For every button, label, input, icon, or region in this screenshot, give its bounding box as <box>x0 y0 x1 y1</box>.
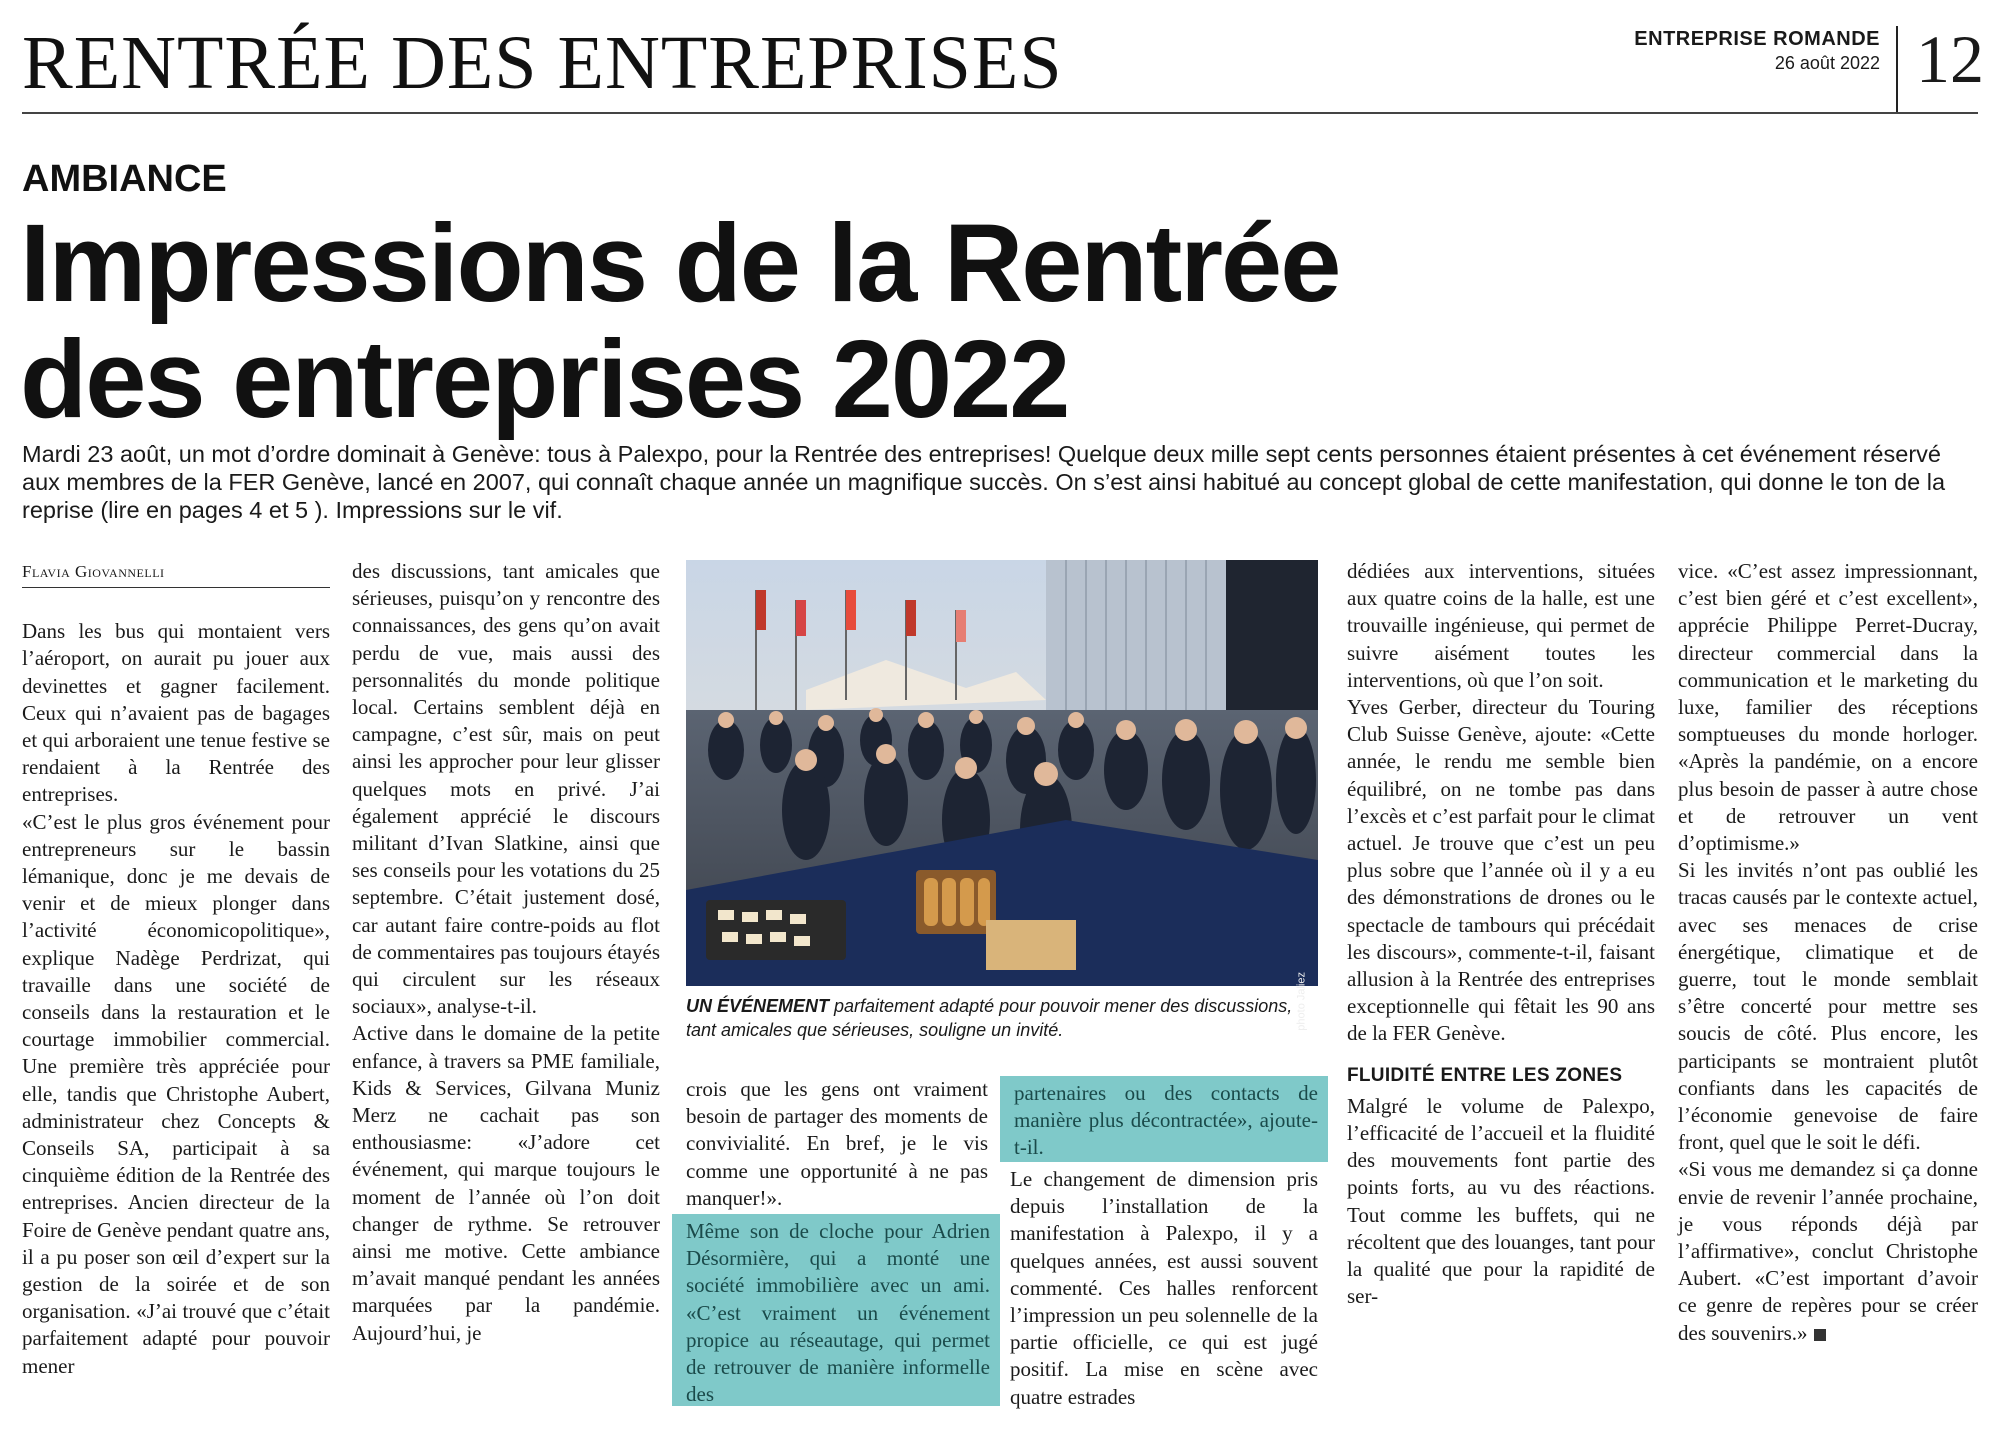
headline-line-2: des entreprises 2022 <box>20 318 1069 441</box>
paragraph: dédiées aux interventions, situées aux quatre coins de la halle, est une trouvaille ingénieuse, qui permet de suivre aisément toutes les interventions, où que l’on soit. <box>1347 559 1655 692</box>
paragraph: Le changement de dimension pris depuis l’installation de la manifestation à Palexpo, il y a quelques années, est aussi souvent commenté. Ces halles renforcent l’impression un peu solennelle de la partie officielle, ce qui est jugé positif. La mise en scène avec quatre estrades <box>1010 1167 1318 1409</box>
column-2 <box>352 558 660 1347</box>
paragraph: Malgré le volume de Palexpo, l’efficacité de l’accueil et la fluidité des mouvements font partie des points forts, au vu des réactions. Tout comme les buffets, qui ne récoltent que des louanges, tant pour la qualité que pour la rapidité de ser- <box>1347 1093 1655 1309</box>
subheading: FLUIDITÉ ENTRE LES ZONES <box>1347 1064 1623 1086</box>
page-number: 12 <box>1916 21 1984 97</box>
end-mark-icon <box>1814 1329 1826 1341</box>
header-divider <box>1896 26 1898 112</box>
paragraph: Si les invités n’ont pas oublié les tracas causés par le contexte actuel, avec ses menaces de crise énergétique, climatique et de guerre, tout le monde semblait s’être concerté pour mettre ses soucis de côté. Plus encore, les participants se montraient plutôt confiants dans les capacités de l’économie genevoise de faire front, quel que le soit le défi. <box>1678 858 1978 1155</box>
article-kicker: AMBIANCE <box>22 158 227 200</box>
article-headline <box>20 202 1960 441</box>
paragraph: vice. «C’est assez impressionnant, c’est bien géré et c’est excellent», apprécie Philippe Perret-Ducray, directeur commercial dans la communication et le marketing du luxe, familier des réceptions somptueuses du monde horloger. «Après la pandémie, on a encore plus besoin de passer à autre chose et de retrouver un vent d’optimisme.» <box>1678 559 1978 856</box>
paragraph: des discussions, tant amicales que sérieuses, puisqu’on y rencontre des connaissances, des gens qu’on avait perdu de vue, mais aussi des personnalités du monde politique local. Certains semblent déjà en campagne, c’est sûr, mais on peut ainsi les approcher pour leur glisser quelques mots en privé. J’ai également apprécié le discours militant d’Ivan Slatkine, ainsi que ses conseils pour les votations du 25 septembre. C’était justement dosé, car autant faire contre-poids au flot de commentaires pas toujours étayés qui circulent sur les réseaux sociaux», analyse-t-il. <box>352 559 660 1019</box>
crowd-illustration <box>686 560 1318 986</box>
photo-caption <box>686 994 1326 1042</box>
column-6 <box>1678 558 1978 1347</box>
caption-text: parfaitement adapté pour pouvoir mener des discussions, tant amicales que sérieuses, souligne un invité. <box>686 996 1293 1040</box>
column-1 <box>22 558 330 1380</box>
paragraph: Active dans le domaine de la petite enfance, à travers sa PME familiale, Kids & Services, Gilvana Muniz Merz ne cachait pas son enthousiasme: «J’adore cet événement, qui marque toujours le moment de l’année où l’on doit changer de rythme. Se retrouver ainsi me motive. Cette ambiance m’avait manqué pendant les années marquées par la pandémie. Aujourd’hui, je <box>352 1021 660 1345</box>
paragraph: crois que les gens ont vraiment besoin de partager des moments de convivialité. En bref, je le vis comme une opportunité à ne pas manquer!». <box>686 1077 988 1210</box>
final-text: «Si vous me demandez si ça donne envie de revenir l’année prochaine, je vous réponds déjà par l’affirmative», conclut Christophe Aubert. «C’est important d’avoir ce genre de repères pour se créer des souvenirs.» <box>1678 1157 1978 1345</box>
highlight-box-1: Même son de cloche pour Adrien Désormière, qui a monté une société immobilière avec un ami. «C’est vraiment un événement propice au réseautage, qui permet de retrouver de manière informelle des <box>672 1214 1000 1406</box>
publication-name: ENTREPRISE ROMANDE <box>1634 28 1880 50</box>
headline-line-1: Impressions de la Rentrée <box>20 202 1340 325</box>
paragraph: «C’est le plus gros événement pour entrepreneurs sur le bassin lémanique, donc je me devais de venir et de mieux plonger dans l’activité économicopolitique», explique Nadège Perdrizat, qui travaille dans une société de conseils dans la restauration et le courtage immobilier commercial. Une première très appréciée pour elle, tandis que Christophe Aubert, administrateur chez Concepts & Conseils SA, participait à sa cinquième édition de la Rentrée des entreprises. Ancien directeur de la Foire de Genève pendant quatre ans, il a pu poser son œil d’expert sur la gestion de la soirée et de son organisation. «J’ai trouvé que c’était parfaitement adapté pour pouvoir mener <box>22 809 330 1378</box>
paragraph-final <box>1678 1156 1978 1346</box>
highlight-box-2: partenaires ou des contacts de manière plus décontractée», ajoute-t-il. <box>1000 1076 1328 1162</box>
article-lead: Mardi 23 août, un mot d’ordre dominait à Genève: tous à Palexpo, pour la Rentrée des entreprises! Quelque deux mille sept cents personnes étaient présentes à cet événement réservé aux membres de la FER Genève, lancé en 2007, qui connaît chaque année un magnifique succès. On s’est ainsi habitué au concept global de cette manifestation, qui donne le ton de la reprise (lire en pages 4 et 5 ). Impressions sur le vif. <box>22 441 1946 523</box>
paragraph: Dans les bus qui montaient vers l’aéroport, on aurait pu jouer aux devinettes et gagner facilement. Ceux qui n’avaient pas de bagages et qui arboraient une tenue festive se rendaient à la Rentrée des entreprises. <box>22 619 330 807</box>
column-3 <box>686 1076 988 1212</box>
column-5 <box>1347 558 1655 1310</box>
section-rubric: RENTRÉE DES ENTREPRISES <box>22 21 1063 105</box>
paragraph: Yves Gerber, directeur du Touring Club Suisse Genève, ajoute: «Cette année, le rendu me semble bien équilibré, on ne tombe pas dans l’excès et c’est parfait pour le climat actuel. Je trouve que c’est un peu plus sobre que l’année où il y a eu des démonstrations de drones ou le spectacle de tambours qui précédait les discours», commente-t-il, faisant allusion à la Rentrée des entreprises exceptionnelle qui fêtait les 90 ans de la FER Genève. <box>1347 695 1655 1046</box>
header-rule <box>22 112 1978 114</box>
photo-credit: photo Jaliez <box>1296 972 1308 1031</box>
masthead <box>1620 28 1880 74</box>
caption-lead: UN ÉVÉNEMENT <box>686 996 830 1016</box>
byline: Flavia Giovannelli <box>22 558 330 588</box>
publication-date: 26 août 2022 <box>1774 53 1880 73</box>
